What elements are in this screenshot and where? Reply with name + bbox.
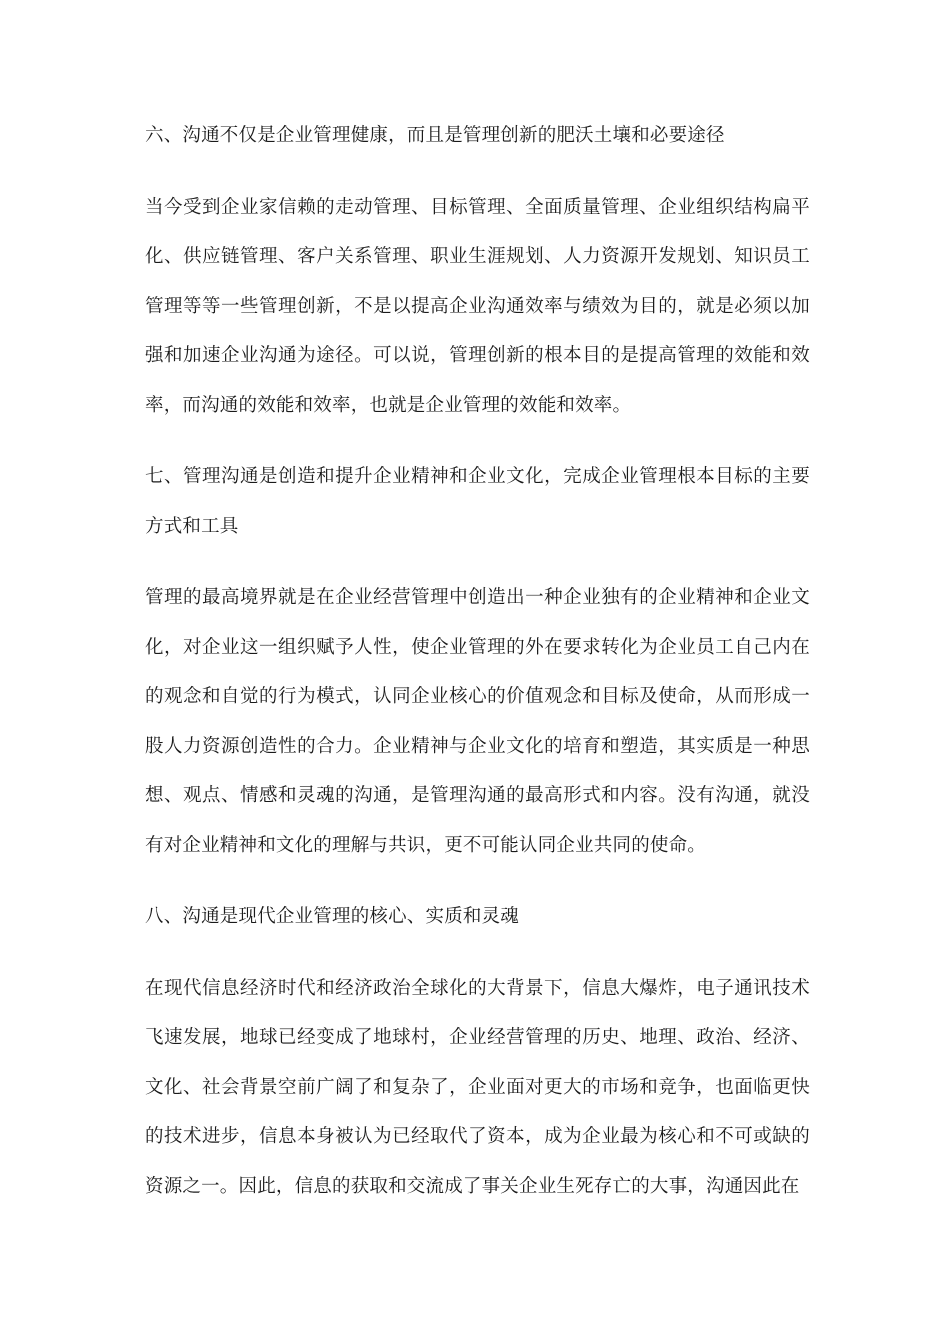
section-body-8: 在现代信息经济时代和经济政治全球化的大背景下，信息大爆炸，电子通讯技术飞速发展，地球已经变成了地球村，企业经营管理的历史、地理、政治、经济、文化、社会背景空前广阔了和复杂了，企业面对更大的市场和竞争，也面临更快的技术进步，信息本身被认为已经取代了资本，成为企业最为核心和不可或缺的资源之一。因此，信息的获取和交流成了事关企业生死存亡的大事，沟通因此在	[145, 977, 810, 1197]
section-body-6: 当今受到企业家信赖的走动管理、目标管理、全面质量管理、企业组织结构扁平化、供应链管理、客户关系管理、职业生涯规划、人力资源开发规划、知识员工管理等等一些管理创新，不是以提高企业沟通效率与绩效为目的，就是必须以加强和加速企业沟通为途径。可以说，管理创新的根本目的是提高管理的效能和效率，而沟通的效能和效率，也就是企业管理的效能和效率。	[145, 196, 810, 416]
section-heading-7: 七、管理沟通是创造和提升企业精神和企业文化，完成企业管理根本目标的主要方式和工具	[145, 466, 810, 537]
section-body-7: 管理的最高境界就是在企业经营管理中创造出一种企业独有的企业精神和企业文化，对企业这一组织赋予人性，使企业管理的外在要求转化为企业员工自己内在的观念和自觉的行为模式，认同企业核心的价值观念和目标及使命，从而形成一股人力资源创造性的合力。企业精神与企业文化的培育和塑造，其实质是一种思想、观点、情感和灵魂的沟通，是管理沟通的最高形式和内容。没有沟通，就没有对企业精神和文化的理解与共识，更不可能认同企业共同的使命。	[145, 587, 810, 856]
section-heading-6: 六、沟通不仅是企业管理健康，而且是管理创新的肥沃土壤和必要途径	[145, 125, 725, 146]
section-heading-8: 八、沟通是现代企业管理的核心、实质和灵魂	[145, 906, 520, 927]
document-page	[145, 111, 810, 1233]
